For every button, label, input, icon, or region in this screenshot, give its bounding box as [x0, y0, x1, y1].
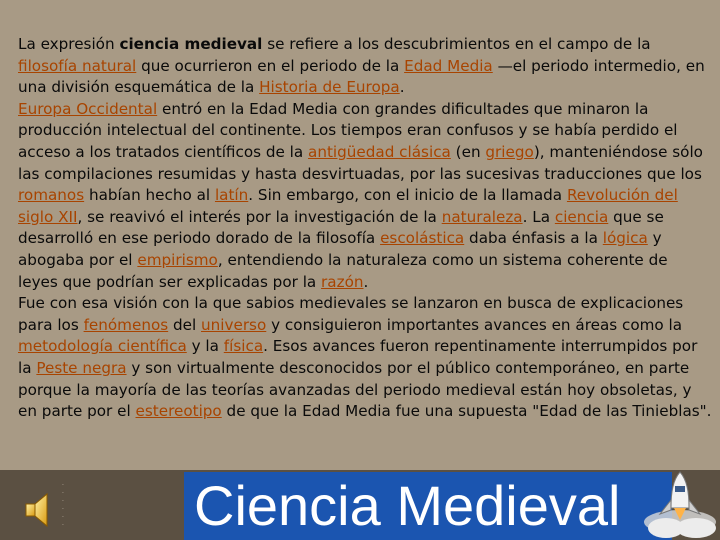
text: y son virtualmente desconocidos por el público contemporáneo, en parte porque la mayoría de las teorías avanzadas del periodo medieval están hoy obsoletas, y en parte por el — [18, 358, 692, 421]
link-logica[interactable]: lógica — [602, 229, 648, 248]
term-ciencia-medieval: ciencia medieval — [119, 35, 263, 53]
link-revolucion-siglo-xii[interactable]: Revolución del siglo XII — [18, 186, 678, 226]
text: y consiguieron importantes avances en áreas como la — [266, 315, 683, 334]
decorative-dots: · · · · · · — [62, 482, 64, 529]
text: Fue con esa visión con la que sabios medievales se lanzaron en busca de explicaciones para los — [18, 294, 684, 334]
link-europa-occidental[interactable]: Europa Occidental — [18, 99, 158, 118]
link-razon[interactable]: razón — [321, 272, 364, 291]
text: del — [168, 315, 202, 334]
link-naturaleza[interactable]: naturaleza — [441, 207, 523, 226]
link-fenomenos[interactable]: fenómenos — [83, 315, 169, 334]
link-romanos[interactable]: romanos — [18, 186, 85, 205]
slide-title: Ciencia Medieval — [194, 474, 621, 537]
text: entró en la Edad Media con grandes dificultades que minaron la producción intelectual del continente. Los tiempos eran confusos y se había perdido el acceso a los tratados científicos de la — [18, 99, 678, 161]
text: y abogaba por el — [18, 229, 662, 269]
speaker-icon[interactable] — [20, 490, 60, 530]
text: . Esos avances fueron repentinamente interrumpidos por la — [18, 337, 698, 377]
link-edad-media[interactable]: Edad Media — [404, 56, 493, 75]
title-banner — [184, 472, 672, 540]
text: . — [399, 78, 405, 97]
link-escolastica[interactable]: escolástica — [380, 229, 465, 248]
text: —el periodo intermedio, en una división esquemática de la — [18, 56, 705, 97]
text: (en — [450, 142, 486, 161]
text: que se desarrolló en ese periodo dorado de la filosofía — [18, 207, 664, 248]
text: daba énfasis a la — [464, 229, 603, 248]
link-griego[interactable]: griego — [485, 142, 534, 161]
text: . La — [522, 207, 555, 226]
link-ciencia[interactable]: ciencia — [554, 207, 609, 226]
paragraph-1 — [18, 34, 712, 99]
link-latin[interactable]: latín — [214, 186, 249, 205]
text: y la — [186, 337, 224, 356]
link-universo[interactable]: universo — [201, 315, 267, 334]
space-shuttle-icon — [640, 470, 720, 540]
link-empirismo[interactable]: empirismo — [137, 250, 218, 269]
text: La expresión — [18, 35, 120, 53]
text: , se reavivó el interés por la investigación de la — [77, 207, 442, 226]
text: habían hecho al — [84, 186, 215, 205]
link-estereotipo[interactable]: estereotipo — [135, 402, 222, 421]
link-antiguedad-clasica[interactable]: antigüedad clásica — [308, 142, 451, 161]
paragraph-3 — [18, 293, 712, 423]
article-text — [18, 34, 712, 423]
link-metodologia-cientifica[interactable]: metodología científica — [18, 337, 187, 356]
paragraph-2 — [18, 99, 712, 293]
text: . Sin embargo, con el inicio de la llamada — [248, 186, 567, 205]
text: , entendiendo la naturaleza como un sistema coherente de leyes que podrían ser explicadas por la — [18, 250, 668, 291]
text: de que la Edad Media fue una supuesta "Edad de las Tinieblas". — [221, 402, 712, 421]
link-peste-negra[interactable]: Peste negra — [36, 358, 127, 377]
text: se refiere a los descubrimientos en el campo de la — [262, 35, 651, 53]
text: que ocurrieron en el periodo de la — [136, 56, 405, 75]
link-fisica[interactable]: física — [223, 337, 264, 356]
link-historia-de-europa[interactable]: Historia de Europa — [259, 78, 400, 97]
text: . — [363, 272, 369, 291]
text: ), manteniéndose sólo las compilaciones resumidas y hasta desvirtuadas, por las sucesivas traducciones que los — [18, 142, 703, 183]
link-filosofia-natural[interactable]: filosofía natural — [18, 56, 137, 75]
